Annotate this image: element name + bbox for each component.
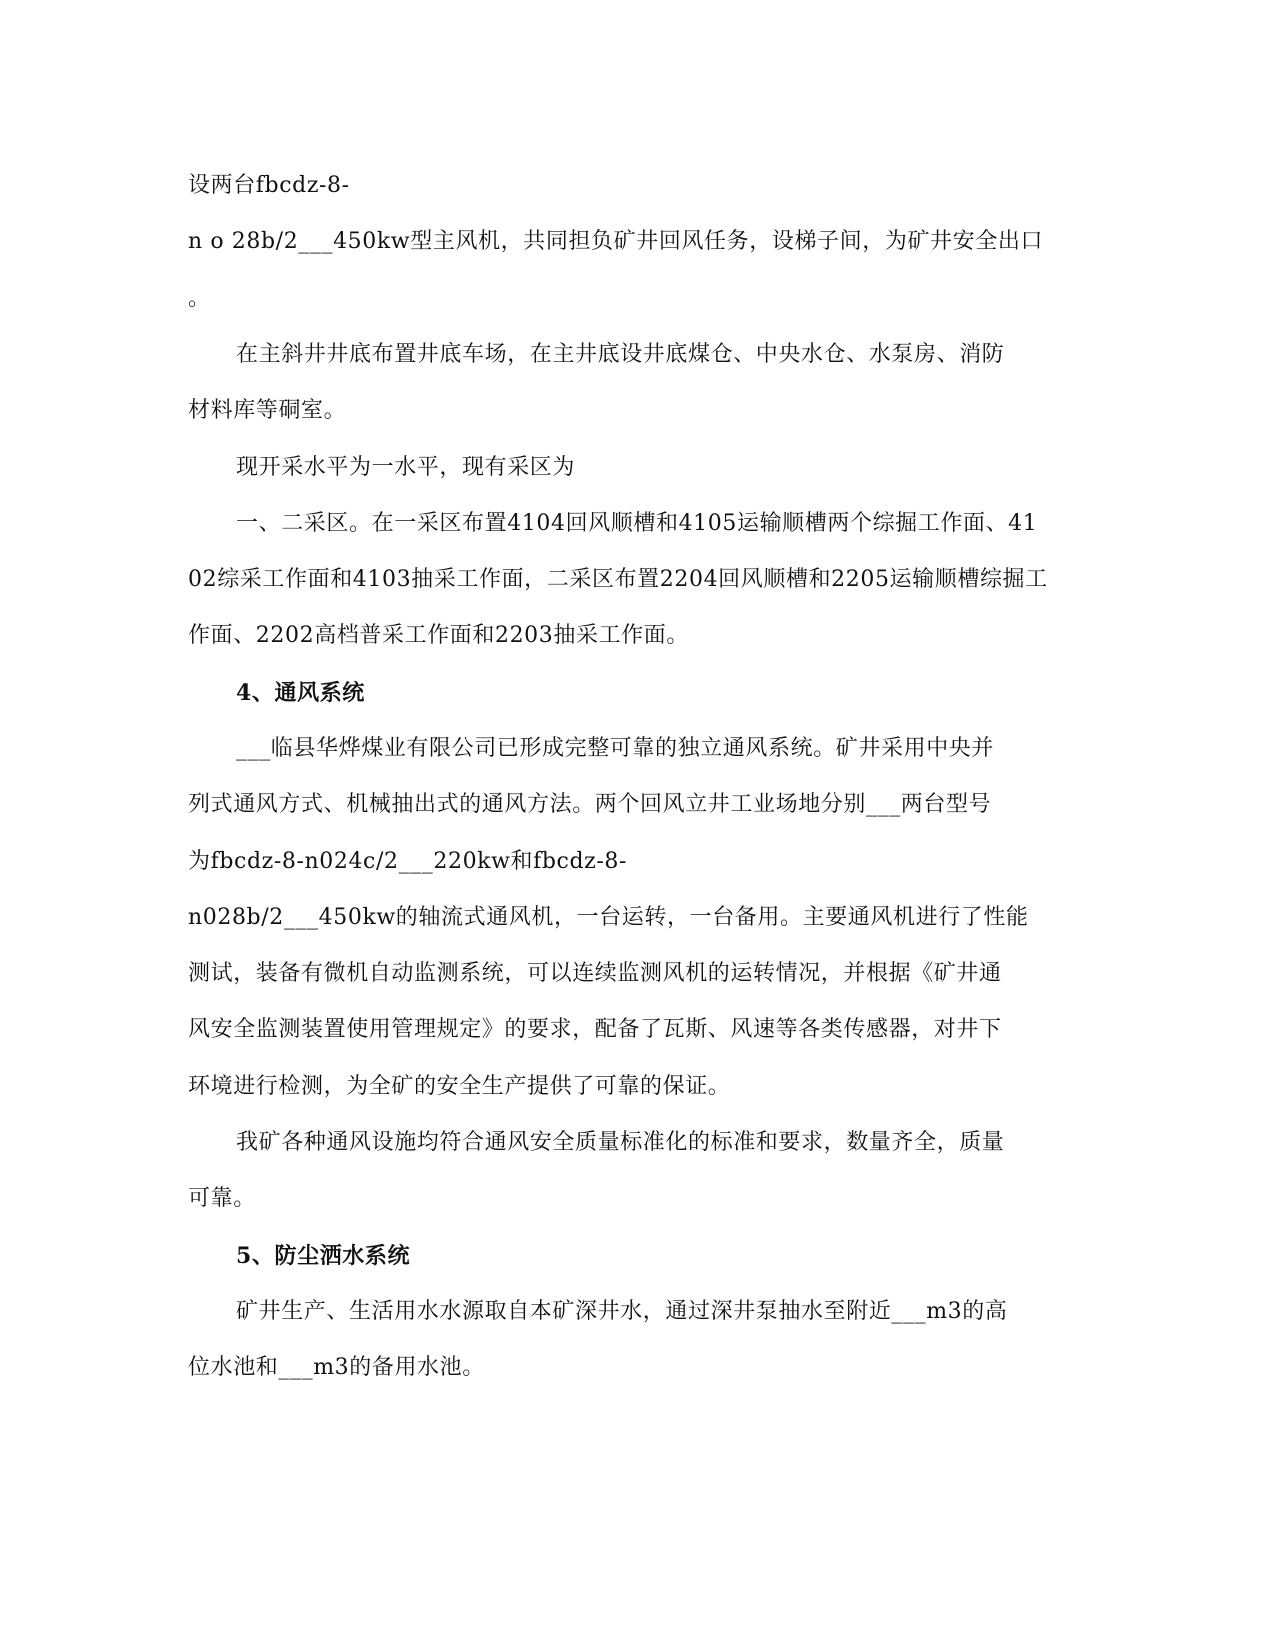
body-text-line: 设两台fbcdz-8-: [188, 173, 350, 198]
section-heading: 5、防尘洒水系统: [236, 1243, 411, 1269]
section-heading: 4、通风系统: [236, 680, 365, 706]
body-text-line: 材料库等硐室。: [188, 398, 347, 423]
body-text-line: 02综采工作面和4103抽采工作面，二采区布置2204回风顺槽和2205运输顺槽综掘工: [188, 567, 1048, 592]
body-text-line: n028b/2___450kw的轴流式通风机，一台运转，一台备用。主要通风机进行了性能: [188, 905, 1029, 930]
body-text-line: 。: [188, 286, 211, 311]
body-text-line: 位水池和___m3的备用水池。: [188, 1355, 485, 1380]
body-text-line: 风安全监测装置使用管理规定》的要求，配备了瓦斯、风速等各类传感器，对井下: [188, 1017, 1002, 1042]
paragraph-first-line: 在主斜井井底布置井底车场，在主井底设井底煤仓、中央水仓、水泵房、消防: [236, 342, 1005, 367]
body-text-line: 列式通风方式、机械抽出式的通风方法。两个回风立井工业场地分别___两台型号: [188, 792, 992, 817]
body-text-line: n o 28b/2___450kw型主风机，共同担负矿井回风任务，设梯子间，为矿井安全出口: [188, 229, 1044, 254]
body-text-line: 环境进行检测，为全矿的安全生产提供了可靠的保证。: [188, 1074, 731, 1099]
paragraph-first-line: 现开采水平为一水平，现有采区为: [236, 455, 576, 480]
body-text-line: 可靠。: [188, 1186, 256, 1211]
paragraph-first-line: 矿井生产、生活用水水源取自本矿深井水，通过深井泵抽水至附近___m3的高: [236, 1299, 1008, 1324]
paragraph-first-line: ___临县华烨煤业有限公司已形成完整可靠的独立通风系统。矿井采用中央并: [236, 736, 995, 761]
body-text-line: 测试，装备有微机自动监测系统，可以连续监测风机的运转情况，并根据《矿井通: [188, 961, 1002, 986]
paragraph-first-line: 我矿各种通风设施均符合通风安全质量标准化的标准和要求，数量齐全，质量: [236, 1130, 1005, 1155]
body-text-line: 作面、2202高档普采工作面和2203抽采工作面。: [188, 623, 689, 648]
paragraph-first-line: 一、二采区。在一采区布置4104回风顺槽和4105运输顺槽两个综掘工作面、41: [236, 511, 1038, 536]
body-text-line: 为fbcdz-8-n024c/2___220kw和fbcdz-8-: [188, 849, 628, 874]
